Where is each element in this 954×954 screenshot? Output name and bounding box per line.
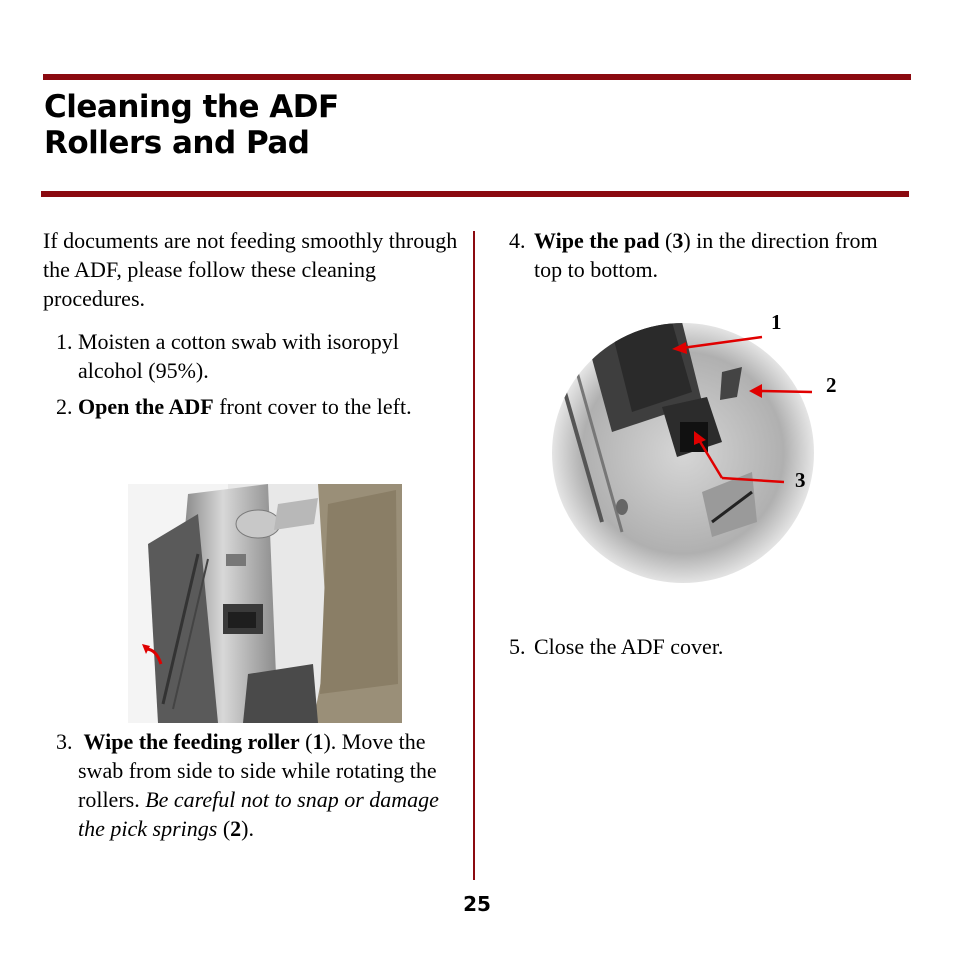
step-text: ) in the direction from top to bottom. bbox=[534, 228, 878, 282]
step-2 bbox=[56, 392, 456, 421]
column-divider bbox=[473, 231, 475, 880]
callout-2: 2 bbox=[826, 373, 837, 397]
top-rule bbox=[43, 74, 911, 80]
step-bold: Open the ADF bbox=[78, 394, 214, 419]
step-number: 4. bbox=[509, 228, 526, 253]
page-title bbox=[44, 89, 339, 161]
roller-pad-closeup-photo bbox=[552, 322, 814, 584]
title-line-2: Rollers and Pad bbox=[44, 125, 310, 161]
step-number: 2. bbox=[56, 394, 73, 419]
paren-open: ( bbox=[217, 816, 231, 841]
ref-2: 2 bbox=[230, 816, 242, 841]
step-3 bbox=[56, 727, 456, 843]
ref-3: 3 bbox=[672, 228, 684, 253]
callout-3: 3 bbox=[795, 468, 806, 492]
step-text: Close the ADF cover. bbox=[534, 634, 724, 659]
ref-1: 1 bbox=[312, 729, 324, 754]
step-text: front cover to the left. bbox=[213, 394, 412, 419]
step-bold: Wipe the feeding roller bbox=[83, 729, 300, 754]
bottom-rule bbox=[41, 191, 909, 197]
step-5 bbox=[509, 632, 889, 661]
step-4 bbox=[509, 226, 889, 284]
paren-close: ). bbox=[241, 816, 254, 841]
step-bold: Wipe the pad bbox=[534, 228, 660, 253]
paren-open: ( bbox=[299, 729, 313, 754]
title-line-1: Cleaning the ADF bbox=[44, 89, 339, 125]
page-number: 25 bbox=[463, 892, 491, 916]
step-text: Moisten a cotton swab with isoropyl alcohol (95%). bbox=[78, 329, 399, 383]
step-number: 1. bbox=[56, 329, 73, 354]
intro-paragraph: If documents are not feeding smoothly through the ADF, please follow these cleaning procedures. bbox=[43, 228, 458, 311]
step-text: ). Move the swab from side to side while rotating the rollers. bbox=[78, 729, 437, 812]
step-1 bbox=[56, 327, 456, 385]
step-number: 5. bbox=[509, 634, 526, 659]
callout-1: 1 bbox=[771, 310, 782, 334]
adf-open-photo bbox=[128, 484, 402, 723]
caution-text: Be careful not to snap or damage the pick springs bbox=[78, 787, 439, 841]
paren-open: ( bbox=[659, 228, 673, 253]
step-number: 3. bbox=[56, 729, 73, 754]
